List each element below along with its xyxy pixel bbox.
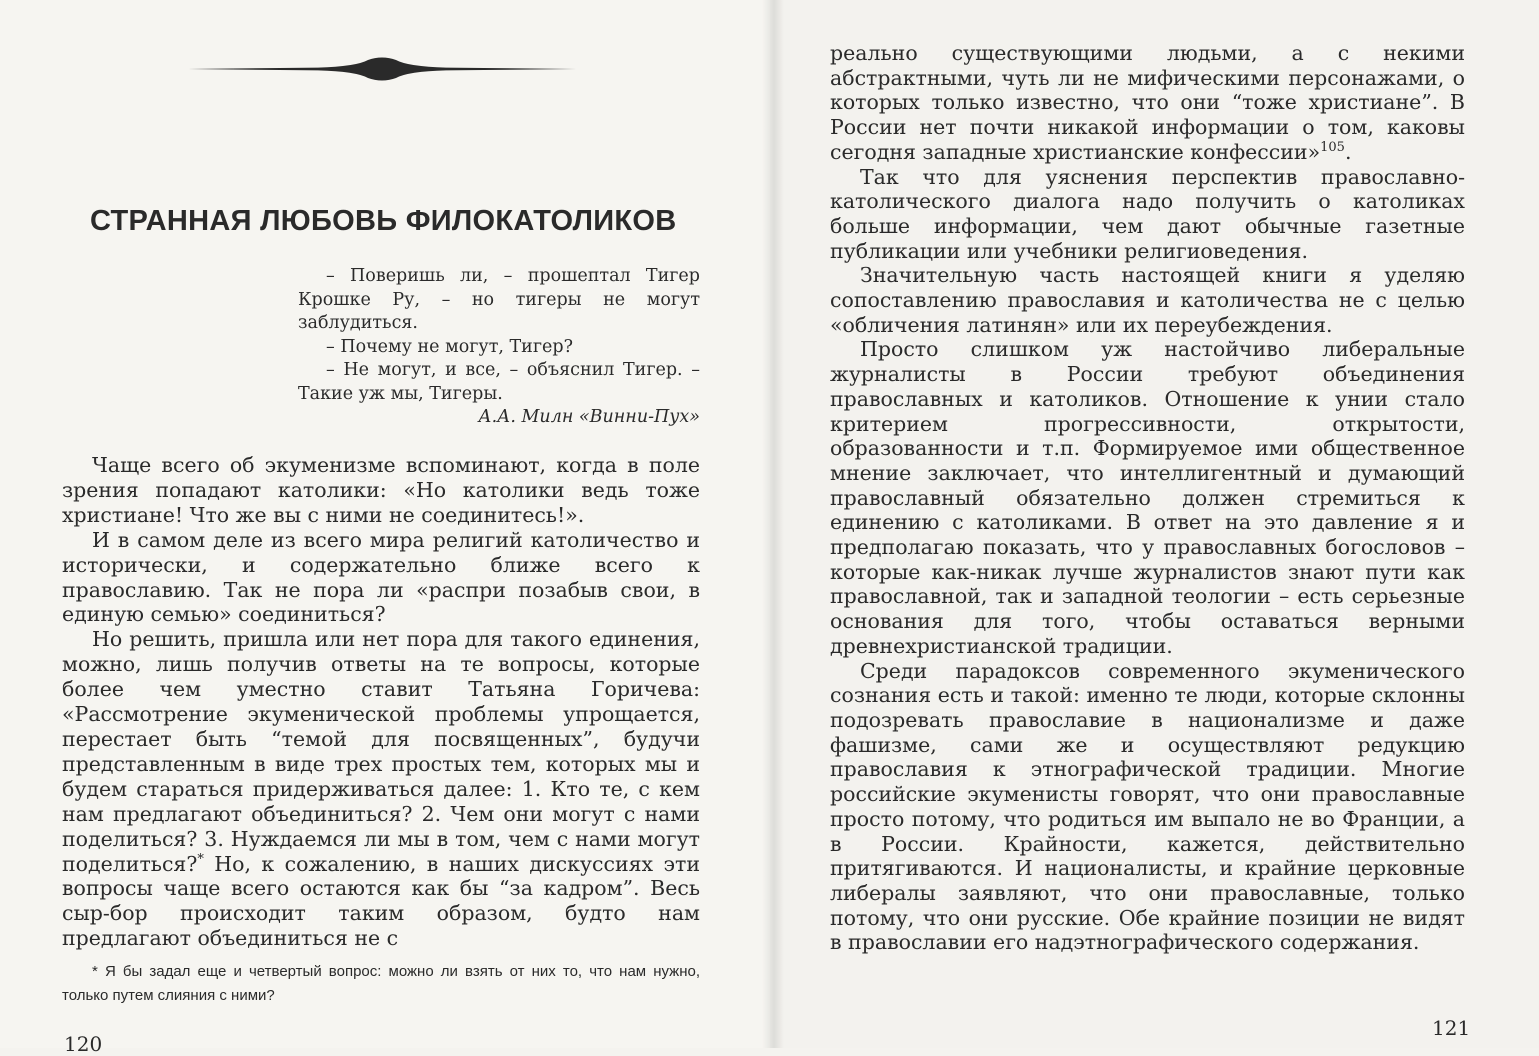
epigraph-line: – Поверишь ли, – прошептал Тигер Крошке Ру, – но тигеры не могут заблудиться.	[298, 266, 700, 333]
paragraph: Чаще всего об экуменизме вспоминают, когда в поле зрения попадают католики: «Но католики ведь тоже христиане! Что же вы с ними не соединитесь!».	[62, 453, 700, 527]
reference-number: 105	[1320, 139, 1345, 155]
epigraph-line: – Почему не могут, Тигер?	[326, 336, 573, 357]
left-body-text	[62, 453, 700, 951]
footnote	[62, 960, 700, 1008]
paragraph: Среди парадоксов современного экуменического сознания есть и такой: именно те люди, которые склонны подозревать православие в национализме и даже фашизме, сами же и осуществляют редукцию православия к этнографической традиции. Многие российские экуменисты говорят, что они православные просто потому, что родиться им выпало не во Франции, а в России. Крайности, кажется, действительно притягиваются. И националисты, и крайние церковные либералы заявляют, что они православные, только потому, что они русские. Обе крайние позиции не видят в православии его надэтнографического содержания.	[830, 658, 1465, 955]
paragraph	[62, 627, 700, 951]
epigraph	[298, 265, 700, 430]
page-number-right: 121	[1432, 1016, 1471, 1040]
paragraph-text: реально существующими людьми, а с некими абстрактными, чуть ли не мифическими персонажами, о которых только известно, что они “тоже христиане”. В России нет почти никакой информации о том, каковы сегодня западные христианские конфессии»	[830, 41, 1465, 164]
paragraph: Просто слишком уж настойчиво либеральные журналисты в России требуют объединения православных и католиков. Отношение к унии стало критерием прогрессивности, открытости, образованности и т.п. Формируемое ими общественное мнение заключает, что интеллигентный и думающий православный обязательно должен стремиться к единению с католиками. В ответ на это давление я и предполагаю показать, что у православных богословов – которые как-никак лучше журналистов знают пути как православной, так и западной теологии – есть серьезные основания для того, чтобы оставаться верными древнехристианской традиции.	[830, 337, 1465, 658]
paragraph	[830, 41, 1465, 165]
paragraph-text: Но решить, пришла или нет пора для такого единения, можно, лишь получив ответы на те вопросы, которые более чем уместно ставит Татьяна Горичева: «Рассмотрение экуменической проблемы упрощается, перестает быть “темой для посвященных”, будучи представленным в виде трех простых тем, которых мы и будем стараться придерживаться далее: 1. Кто те, с кем нам предлагают объединиться? 2. Чем они могут с нами поделиться? 3. Нуждаемся ли мы в том, чем с нами могут поделиться?	[62, 627, 700, 876]
footnote-text: * Я бы задал еще и четвертый вопрос: можно ли взять от них то, что нам нужно, только путем слияния с ними?	[62, 963, 700, 1004]
page-number-left: 120	[64, 1032, 103, 1056]
footnote-mark: *	[197, 851, 204, 867]
paragraph: И в самом деле из всего мира религий католичество и исторически, и содержательно ближе всего к православию. Так не пора ли «распри позабыв свои, в единую семью» соединиться?	[62, 527, 700, 627]
epigraph-attribution: А.А. Милн «Винни-Пух»	[478, 407, 700, 427]
paragraph: Так что для уяснения перспектив православно-католического диалога надо получить о католиках больше информации, чем дают обычные газетные публикации или учебники религиоведения.	[830, 164, 1465, 263]
right-body-text	[830, 41, 1465, 955]
paragraph: Значительную часть настоящей книги я уделяю сопоставлению православия и католичества не с целью «обличения латинян» или их переубеждения.	[830, 263, 1465, 337]
paragraph-text: Но, к сожалению, в наших дискуссиях эти вопросы чаще всего остаются как бы “за кадром”. Весь сыр-бор происходит таким образом, будто нам предлагают объединиться не с	[62, 851, 700, 951]
book-gutter	[762, 0, 784, 1048]
paragraph-text: .	[1344, 139, 1352, 164]
ornament-divider	[188, 55, 576, 83]
chapter-title: СТРАННАЯ ЛЮБОВЬ ФИЛОКАТОЛИКОВ	[90, 205, 677, 237]
right-page	[770, 0, 1539, 1048]
epigraph-line: – Не могут, и все, – объяснил Тигер. – Такие уж мы, Тигеры.	[298, 360, 700, 404]
